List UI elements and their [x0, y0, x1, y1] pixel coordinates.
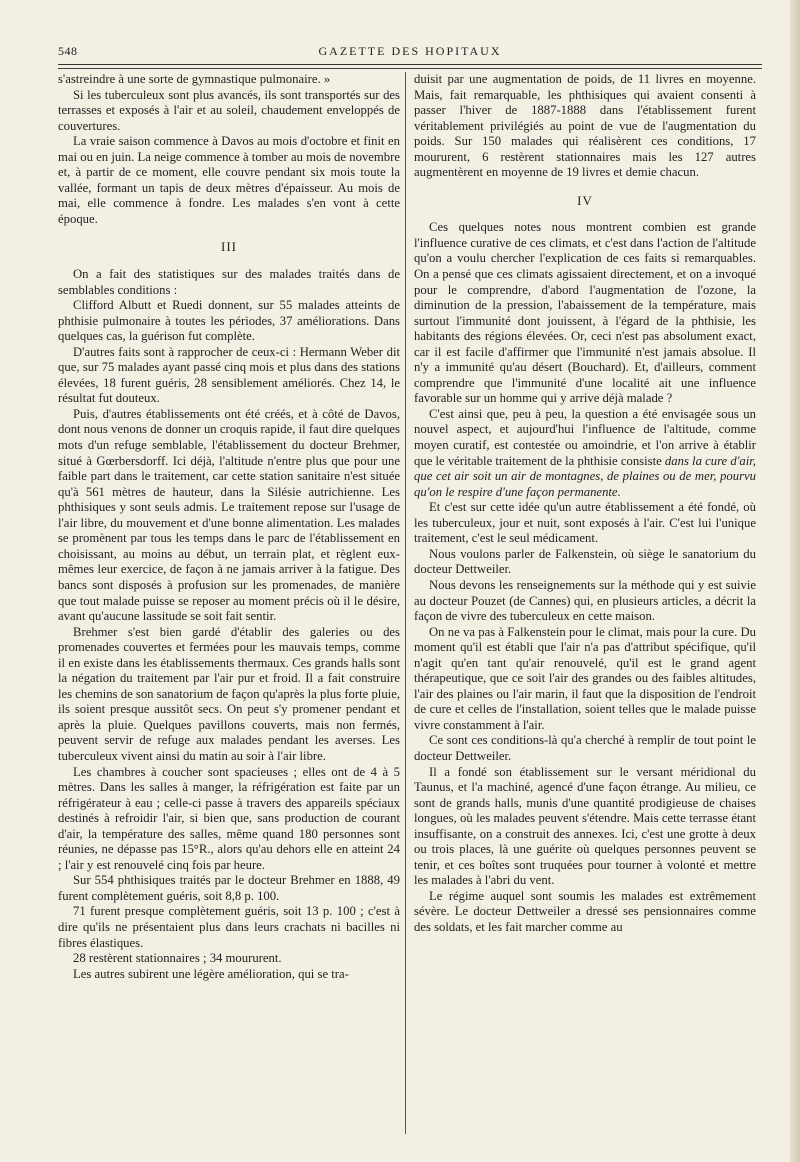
section-heading-iv: IV [577, 192, 593, 208]
paragraph: Les chambres à coucher sont spacieuses ; elles ont de 4 à 5 mètres. Dans les salles à manger, la réfrigération est faite par un réfrigérateur à eau ; celle-ci passe à travers des appareils spéciaux destinés à refroidir l'air, si bien que, sans production de courant d'air, la température des salles, même quand 180 personnes sont réunies, ne dépasse pas 15°R., alors qu'au dehors elle en atteint 24 ; l'air y est renouvelé cinq fois par heure. [58, 764, 400, 872]
paragraph: Sur 554 phthisiques traités par le docteur Brehmer en 1888, 49 furent complètement guéris, soit 8,8 p. 100. [58, 873, 400, 903]
paragraph: Brehmer s'est bien gardé d'établir des galeries ou des promenades couvertes et fermées pour les mauvais temps, comme il en existe dans les établissements thermaux. Ces grands halls sont la négation du traitement par l'air pur et froid. Il a fait construire les chemins de son sanatorium de façon qu'après la plus forte pluie, ils soient presque aussitôt secs. On peut s'y promener pendant et après la pluie. Quelques pavillons couverts, mais non fermés, peuvent servir de refuge aux malades pendant les averses. Les tuberculeux vivent ainsi du matin au soir à l'air libre. [58, 624, 400, 763]
page-number: 548 [58, 44, 78, 58]
paragraph [414, 407, 756, 500]
paragraph: 28 restèrent stationnaires ; 34 moururent. [73, 951, 282, 966]
paragraph: Ce sont ces conditions-là qu'a cherché à remplir de tout point le docteur Dettweiler. [414, 733, 756, 763]
paragraph: s'astreindre à une sorte de gymnastique pulmonaire. » [58, 72, 331, 86]
header-rule-top [58, 64, 762, 65]
left-column [58, 72, 400, 982]
paragraph: D'autres faits sont à rapprocher de ceux-ci : Hermann Weber dit que, sur 75 malades ayant passé cinq mois et plus dans des stations élevées, 18 furent guéris, 28 sensiblement améliorés. Chez 14, le résultat fut douteux. [58, 344, 400, 406]
paragraph: duisit par une augmentation de poids, de 11 livres en moyenne. Mais, fait remarquable, les phthisiques qui avaient consenti à passer l'hiver de 1887-1888 dans l'établissement furent véritablement privilégiés au point de vue de l'augmentation du poids. Sur 150 malades qui réalisèrent ces conditions, 17 moururent, 6 restèrent stationnaires mais les 127 autres augmentèrent en moyenne de 19 livres et demie chacun. [414, 72, 756, 180]
right-column [414, 72, 756, 936]
paragraph-text: C'est ainsi que, peu à peu, la question a été envisagée sous un nouvel aspect, et aujourd'hui l'influence de l'altitude, comme moyen curatif, est contestée ou amoindrie, et l'on arrive à établir que le véritable traitement de la phthisie consiste [414, 406, 756, 468]
paragraph: La vraie saison commence à Davos au mois d'octobre et finit en mai ou en juin. La neige commence à tomber au mois de novembre et, à partir de ce moment, elle couvre pendant six mois toute la vallée, formant un tapis de deux mètres d'épaisseur. Au mois de mai, elle commence à fondre. Les malades s'en vont à cette époque. [58, 134, 400, 226]
page-edge [790, 0, 800, 1162]
italic-emphasis: dans la cure d'air, que cet air soit un air de montagnes, de plaines ou de mer, pourvu qu'on le respire d'une façon permanente. [414, 453, 756, 499]
header-rule-bottom [58, 68, 762, 69]
paragraph: On ne va pas à Falkenstein pour le climat, mais pour la cure. Du moment qu'il est établi que l'air n'a pas d'attribut spécifique, qu'il n'agit qu'en tant qu'air renouvelé, qu'il est le grand agent thérapeutique, que ce soit l'air des grandes ou des faibles altitudes, l'air des plaines ou l'air marin, il faut que la disposition de l'endroit de cure et celles de l'installation, soient telles que le malade puisse vivre constamment à l'air. [414, 624, 756, 732]
paragraph: 71 furent presque complètement guéris, soit 13 p. 100 ; c'est à dire qu'ils ne présentaient plus dans leurs crachats ni bacilles ni fibres élastiques. [58, 904, 400, 950]
paragraph: Ces quelques notes nous montrent combien est grande l'influence curative de ces climats, et c'est dans l'action de l'altitude qu'on a voulu chercher l'explication de ces faits si remarquables. On a pensé que ces climats agissaient directement, et on a invoqué pour le comprendre, d'abord l'augmentation de l'ozone, la diminution de la pression, l'abaissement de la température, mais surtout l'immunité dont jouissent, à l'égard de la phthisie, les habitants des régions élevées. Or, ceci n'est pas absolument exact, car il est facile d'affirmer que l'immunité n'est jamais absolue. Il n'y a immunité qu'au désert (Bouchard). Et, d'ailleurs, comment comprendre que l'immunité d'une localité ait une influence favorable sur un homme qui y arrive déjà malade ? [414, 220, 756, 406]
column-divider [405, 72, 406, 1134]
section-heading-iii: III [221, 239, 237, 255]
paragraph: Clifford Albutt et Ruedi donnent, sur 55 malades atteints de phthisie pulmonaire à toutes les périodes, 37 améliorations. Dans quelques cas, la guérison fut complète. [58, 298, 400, 344]
paragraph: Si les tuberculeux sont plus avancés, ils sont transportés sur des terrasses et exposés à l'air et au soleil, chaudement enveloppés de couvertures. [58, 87, 400, 133]
running-title: GAZETTE DES HOPITAUX [318, 44, 502, 58]
page-header [58, 44, 762, 64]
paragraph: Puis, d'autres établissements ont été créés, et à côté de Davos, dont nous venons de donner un croquis rapide, il faut dire quelques mots d'un refuge semblable, l'établissement du docteur Brehmer, situé à Gœrbersdorff. Ici déjà, l'altitude n'entre plus que pour une faible part dans le traitement, car cette station sanitaire n'est située qu'à 561 mètres de hauteur, dans la Silésie autrichienne. Les phthisiques y sont seuls admis. Le traitement repose sur l'usage de l'air libre, du mouvement et d'une bonne alimentation. Les malades se promènent par tous les temps dans le parc de l'établissement en choisissant, au moins au début, un terrain plat, et règlent eux-mêmes leur exercice, de façon à ne jamais arriver à la fatigue. Des bancs sont disposés à profusion sur les promenades, de manière que tout malade puisse se reposer au moment précis où il le désire, avant qu'aucune lassitude se soit fait sentir. [58, 406, 400, 624]
paragraph: On a fait des statistiques sur des malades traités dans de semblables conditions : [58, 267, 400, 297]
paragraph: Il a fondé son établissement sur le versant méridional du Taunus, et l'a machiné, agencé d'une façon étrange. Au milieu, ce sont de grands halls, munis d'une quantité prodigieuse de chaises longues, où les malades peuvent s'étendre. Mais cette terrasse étant insuffisante, on a construit des annexes. Ici, c'est une grotte à deux ou trois places, là une guérite où quelques personnes peuvent se tenir, et ces boîtes sont truquées pour tourner à volonté et mettre les malades à l'abri du vent. [414, 764, 756, 888]
paragraph: Et c'est sur cette idée qu'un autre établissement a été fondé, où les tuberculeux, jour et nuit, sont exposés à l'air. C'est lui l'unique traitement, c'est le seul médicament. [414, 500, 756, 546]
paragraph: Nous devons les renseignements sur la méthode qui y est suivie au docteur Pouzet (de Cannes) qui, en plusieurs articles, a décrit la façon de vivre des tuberculeux en cette maison. [414, 577, 756, 624]
paragraph: Nous voulons parler de Falkenstein, où siège le sanatorium du docteur Dettweiler. [414, 546, 756, 577]
paragraph: Le régime auquel sont soumis les malades est extrêmement sévère. Le docteur Dettweiler a dressé ses pensionnaires comme des soldats, et les fait marcher comme au [414, 888, 756, 934]
paragraph: Les autres subirent une légère amélioration, qui se tra- [73, 966, 349, 981]
